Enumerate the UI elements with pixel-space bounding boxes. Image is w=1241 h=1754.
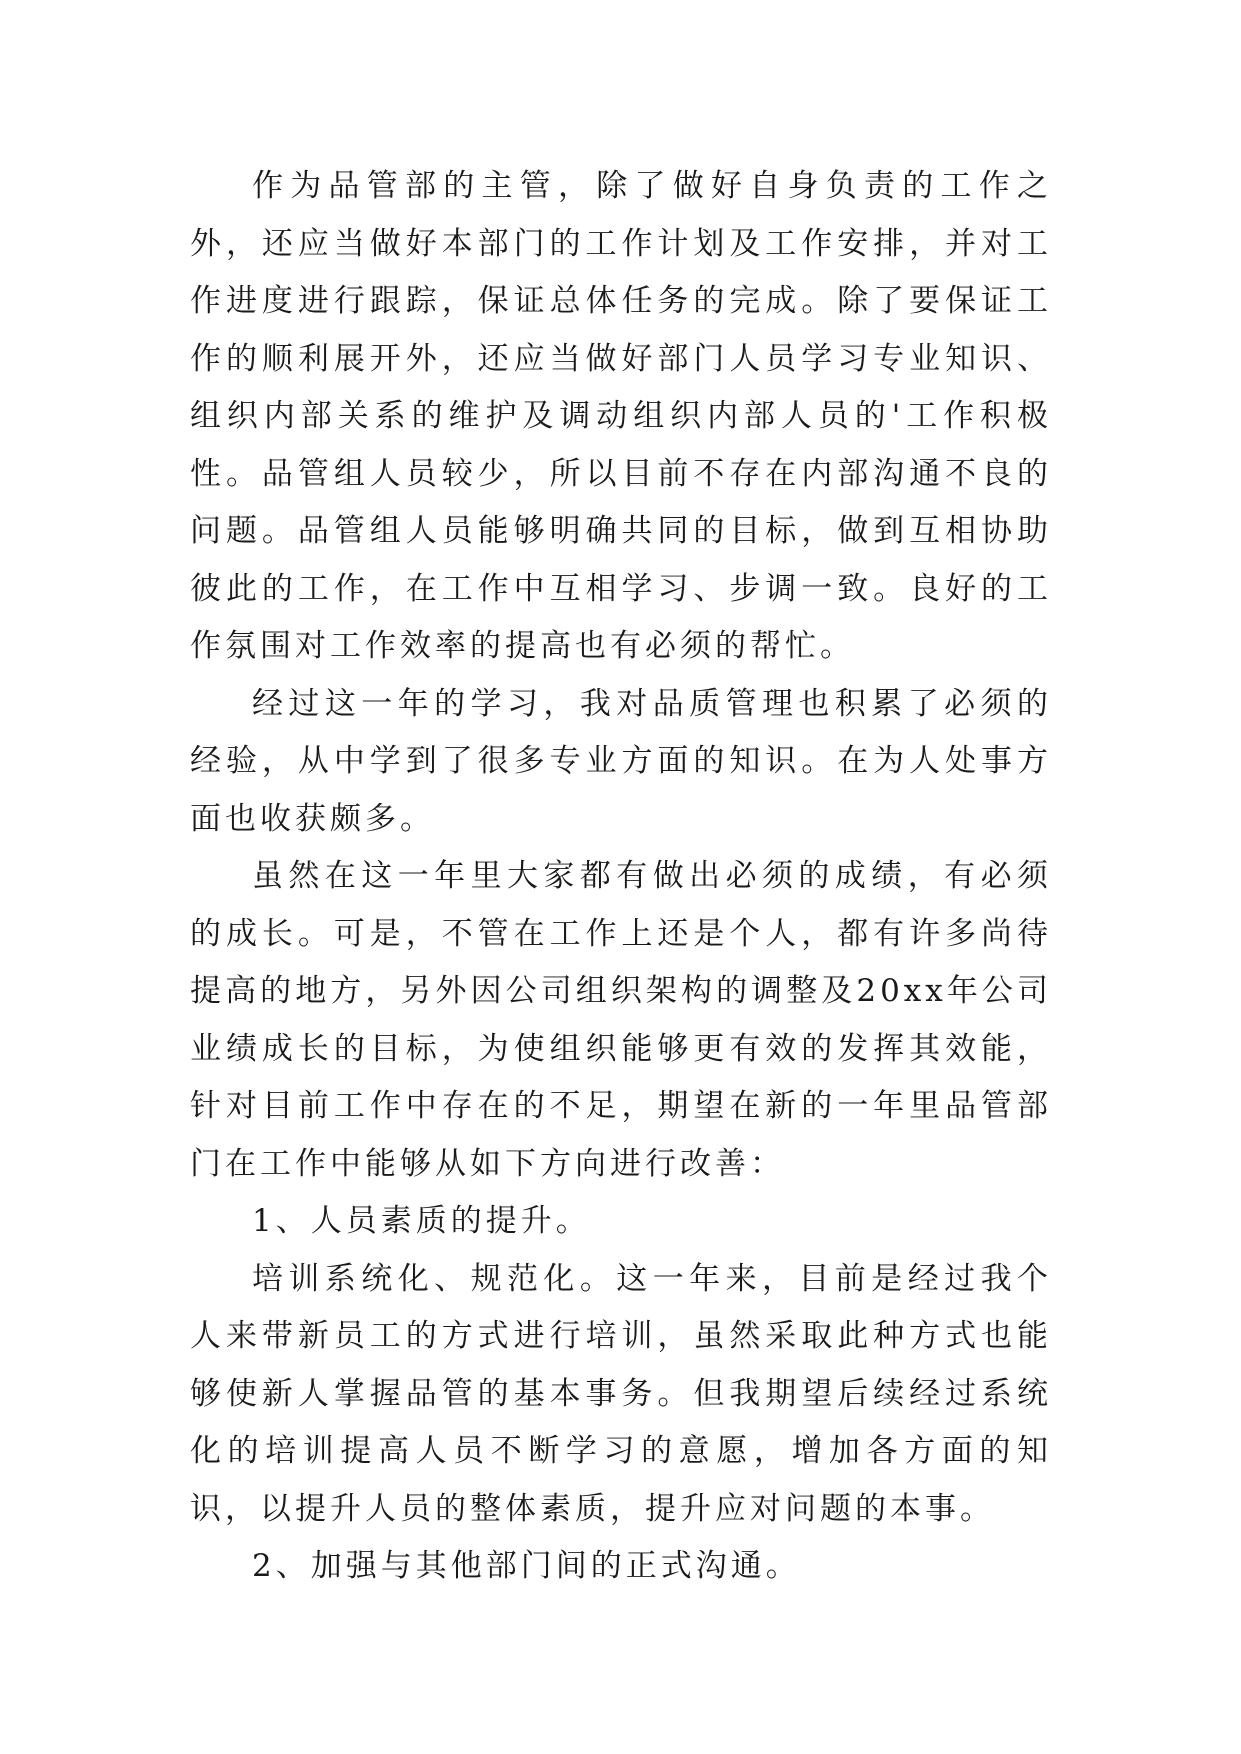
document-body — [190, 158, 1052, 1596]
list-item-staff-quality: 1、人员素质的提升。 — [252, 1203, 591, 1239]
paragraph-improvement-directions: 虽然在这一年里大家都有做出必须的成绩，有必须的成长。可是，不管在工作上还是个人，都有许多尚待提高的地方，另外因公司组织架构的调整及20xx年公司业绩成长的目标，为使组织能够更有效的发挥其效能，针对目前工作中存在的不足，期望在新的一年里品管部门在工作中能够从如下方向进行改善： — [190, 858, 1052, 1182]
paragraph-quality-supervisor-duties: 作为品管部的主管，除了做好自身负责的工作之外，还应当做好本部门的工作计划及工作安排，并对工作进度进行跟踪，保证总体任务的完成。除了要保证工作的顺利展开外，还应当做好部门人员学习专业知识、组织内部关系的维护及调动组织内部人员的'工作积极性。品管组人员较少，所以目前不存在内部沟通不良的问题。品管组人员能够明确共同的目标，做到互相协助彼此的工作，在工作中互相学习、步调一致。良好的工作氛围对工作效率的提高也有必须的帮忙。 — [190, 168, 1052, 664]
paragraph-training: 培训系统化、规范化。这一年来，目前是经过我个人来带新员工的方式进行培训，虽然采取此种方式也能够使新人掌握品管的基本事务。但我期望后续经过系统化的培训提高人员不断学习的意愿，增加各方面的知识，以提升人员的整体素质，提升应对问题的本事。 — [190, 1260, 1052, 1527]
paragraph-year-experience: 经过这一年的学习，我对品质管理也积累了必须的经验，从中学到了很多专业方面的知识。在为人处事方面也收获颇多。 — [190, 685, 1052, 837]
list-item-department-communication: 2、加强与其他部门间的正式沟通。 — [252, 1548, 801, 1584]
